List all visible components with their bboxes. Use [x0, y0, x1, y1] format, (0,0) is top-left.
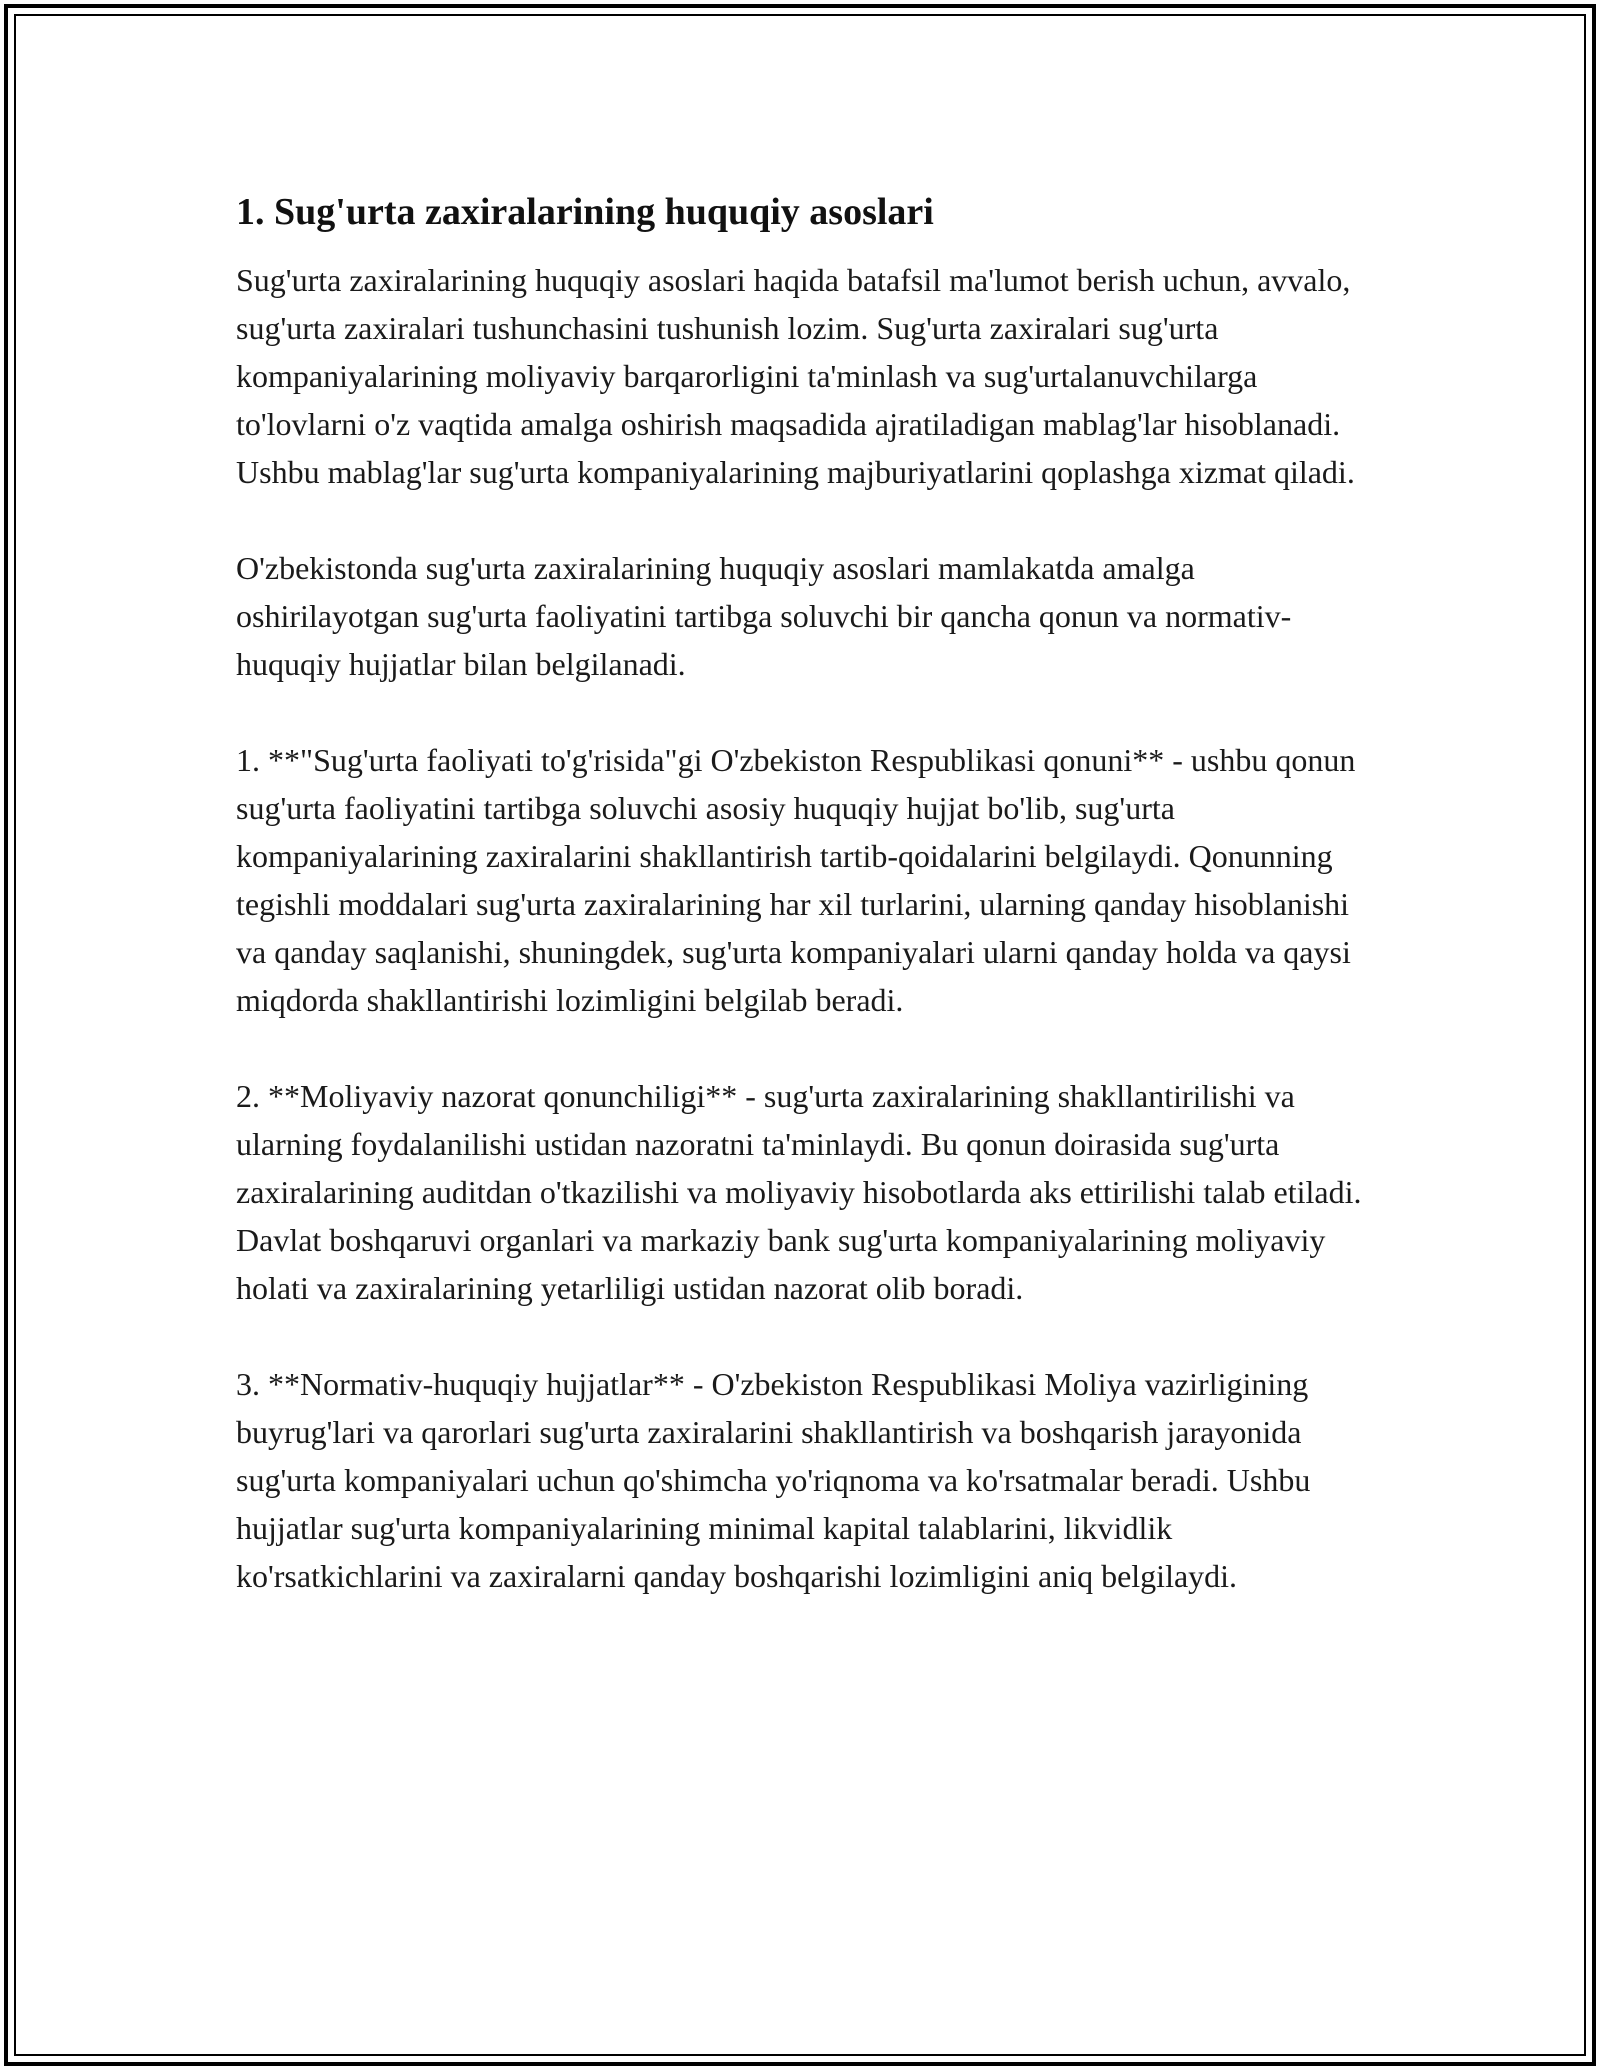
list-item-insurance-law: 1. **"Sug'urta faoliyati to'g'risida"gi O'zbekiston Respublikasi qonuni** - ushbu qonun sug'urta faoliyatini tartibga soluvchi asosiy huquqiy hujjat bo'lib, sug'urta kompaniyalarining zaxiralarini shakllantirish tartib-qoidalarini belgilaydi. Qonunning tegishli moddalari sug'urta zaxiralarining har xil turlarini, ularning qanday hisoblanishi va qanday saqlanishi, shuningdek, sug'urta kompaniyalari ularni qanday holda va qaysi miqdorda shakllantirishi lozimligini belgilab beradi.	[236, 742, 1356, 1018]
legal-basis-paragraph: O'zbekistonda sug'urta zaxiralarining huquqiy asoslari mamlakatda amalga oshirilayotgan sug'urta faoliyatini tartibga soluvchi bir qancha qonun va normativ-huquqiy hujjatlar bilan belgilanadi.	[236, 550, 1292, 682]
list-item-financial-control: 2. **Moliyaviy nazorat qonunchiligi** - sug'urta zaxiralarining shakllantirilishi va ularning foydalanilishi ustidan nazoratni ta'minlaydi. Bu qonun doirasida sug'urta zaxiralarining auditdan o'tkazilishi va moliyaviy hisobotlarda aks ettirilishi talab etiladi. Davlat boshqaruvi organlari va markaziy bank sug'urta kompaniyalarining moliyaviy holati va zaxiralarining yetarliligi ustidan nazorat olib boradi.	[236, 1078, 1362, 1306]
section-title: 1. Sug'urta zaxiralarining huquqiy asoslari	[236, 191, 934, 233]
intro-paragraph: Sug'urta zaxiralarining huquqiy asoslari haqida batafsil ma'lumot berish uchun, avvalo, sug'urta zaxiralari tushunchasini tushunish lozim. Sug'urta zaxiralari sug'urta kompaniyalarining moliyaviy barqarorligini ta'minlash va sug'urtalanuvchilarga to'lovlarni o'z vaqtida amalga oshirish maqsadida ajratiladigan mablag'lar hisoblanadi. Ushbu mablag'lar sug'urta kompaniyalarining majburiyatlarini qoplashga xizmat qiladi.	[236, 262, 1355, 490]
list-item-normative-acts: 3. **Normativ-huquqiy hujjatlar** - O'zbekiston Respublikasi Moliya vazirligining buyrug'lari va qarorlari sug'urta zaxiralarini shakllantirish va boshqarish jarayonida sug'urta kompaniyalari uchun qo'shimcha yo'riqnoma va ko'rsatmalar beradi. Ushbu hujjatlar sug'urta kompaniyalarining minimal kapital talablarini, likvidlik ko'rsatkichlarini va zaxiralarni qanday boshqarishi lozimligini aniq belgilaydi.	[236, 1366, 1311, 1594]
document-body	[236, 186, 1366, 1648]
